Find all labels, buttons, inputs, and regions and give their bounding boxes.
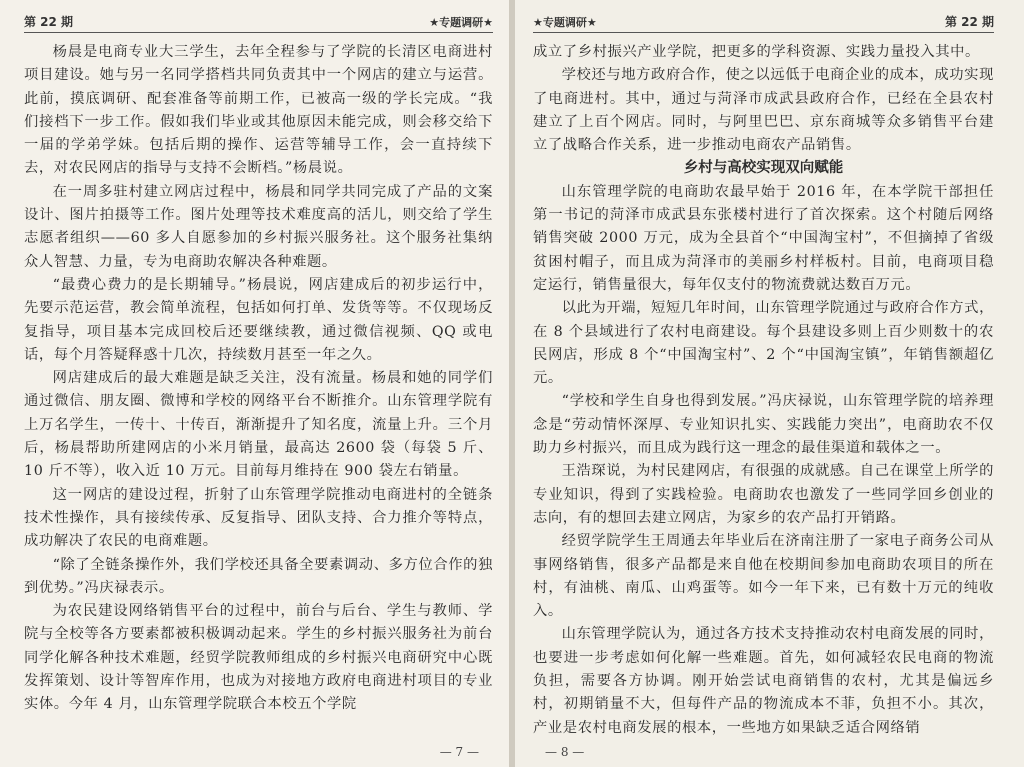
paragraph: 学校还与地方政府合作，使之以远低于电商企业的成本，成功实现了电商进村。其中，通过与菏泽市成武县政府合作，已经在全县农村建立了上百个网店。同时，与阿里巴巴、京东商城等众多销售平台建立了战略合作关系，进一步推动电商农产品销售。 xyxy=(533,67,994,154)
paragraph: 这一网店的建设过程，折射了山东管理学院推动电商进村的全链条技术性操作，具有接续传承、反复指导、团队支持、合力推介等特点，成功解决了农民的电商难题。 xyxy=(24,486,493,550)
paragraph: “最费心费力的是长期辅导。”杨晨说，网店建成后的初步运行中，先要示范运营，教会简单流程，包括如何打单、发货等等。不仅现场反复指导，项目基本完成回校后还要继续教，通过微信视频、QQ 或电话，每个月答疑释惑十几次，持续数月甚至一年之久。 xyxy=(24,276,493,363)
paragraph: 网店建成后的最大难题是缺乏关注，没有流量。杨晨和她的同学们通过微信、朋友圈、微博和学校的网络平台不断推介。山东管理学院有上万名学生，一传十、十传百，渐渐提升了知名度，流量上升。三个月后，杨晨帮助所建网店的小米月销量，最高达 2600 袋（每袋 5 斤、10 斤不等），收入近 10 万元。目前每月维持在 900 袋左右销量。 xyxy=(24,370,493,480)
paragraph: 以此为开端，短短几年时间，山东管理学院通过与政府合作方式，在 8 个县域进行了农村电商建设。每个县建设多则上百少则数十的农民网店，形成 8 个“中国淘宝村”、2 个“中国淘宝镇”，年销售额超亿元。 xyxy=(533,300,994,387)
left-page-header xyxy=(24,14,493,33)
left-page-number: — 7 — xyxy=(439,745,479,759)
right-section-title: ★专题调研★ xyxy=(533,16,597,29)
right-page-body xyxy=(533,41,994,740)
left-issue-number: 第 22 期 xyxy=(24,15,74,29)
right-page xyxy=(515,0,1024,767)
paragraph: 杨晨是电商专业大三学生，去年全程参与了学院的长清区电商进村项目建设。她与另一名同学搭档共同负责其中一个网店的建立与运营。此前，摸底调研、配套准备等前期工作，已被高一级的学长完成。“我们接档下一步工作。假如我们毕业或其他原因未能完成，则会移交给下一届的学弟学妹。包括后期的操作、运营等辅导工作，会一直持续下去，对农民网店的指导与支持不会断档。”杨晨说。 xyxy=(24,44,493,177)
paragraph: 为农民建设网络销售平台的过程中，前台与后台、学生与教师、学院与全校等各方要素都被积极调动起来。学生的乡村振兴服务社为前台同学化解各种技术难题，经贸学院教师组成的乡村振兴电商研究中心既发挥策划、设计等智库作用，也成为对接地方政府电商进村项目的专业实体。今年 4 月，山东管理学院联合本校五个学院 xyxy=(24,603,493,713)
paragraph-continued: 成立了乡村振兴产业学院，把更多的学科资源、实践力量投入其中。 xyxy=(533,44,980,60)
right-page-header xyxy=(533,14,994,33)
paragraph: 王浩琛说，为村民建网店，有很强的成就感。自己在课堂上所学的专业知识，得到了实践检验。电商助农也激发了一些同学回乡创业的志向，有的想回去建立网店，为家乡的农产品打开销路。 xyxy=(533,463,994,526)
section-subheading: 乡村与高校实现双向赋能 xyxy=(683,160,844,177)
right-issue-number: 第 22 期 xyxy=(944,15,994,29)
left-page xyxy=(0,0,509,767)
paragraph: “除了全链条操作外，我们学校还具备全要素调动、多方位合作的独到优势。”冯庆禄表示。 xyxy=(24,556,493,596)
paragraph: 在一周多驻村建立网店过程中，杨晨和同学共同完成了产品的文案设计、图片拍摄等工作。图片处理等技术难度高的活儿，则交给了学生志愿者组织——60 多人自愿参加的乡村振兴服务社。这个服务社集纳众人智慧、力量，专为电商助农解决各种难题。 xyxy=(24,183,493,270)
left-page-body xyxy=(24,41,493,717)
paragraph: 经贸学院学生王周通去年毕业后在济南注册了一家电子商务公司从事网络销售，很多产品都是来自他在校期间参加电商助农项目的所在村，有油桃、南瓜、山鸡蛋等。如今一年下来，已有数十万元的纯收入。 xyxy=(533,533,994,620)
paragraph: 山东管理学院的电商助农最早始于 2016 年，在本学院干部担任第一书记的菏泽市成武县东张楼村进行了首次探索。这个村随后网络销售突破 2000 万元，成为全县首个“中国淘宝村”，不但摘掉了省级贫困村帽子，而且成为菏泽市的美丽乡村样板村。目前，电商项目稳定运行，销售量很大，每年仅支付的物流费就达数百万元。 xyxy=(533,183,994,293)
left-section-title: ★专题调研★ xyxy=(429,16,493,29)
right-page-number: — 8 — xyxy=(545,745,585,759)
paragraph: “学校和学生自身也得到发展。”冯庆禄说，山东管理学院的培养理念是“劳动情怀深厚、专业知识扎实、实践能力突出”，电商助农不仅助力乡村振兴，而且成为践行这一理念的最佳渠道和载体之一。 xyxy=(533,393,994,457)
paragraph: 山东管理学院认为，通过各方技术支持推动农村电商发展的同时，也要进一步考虑如何化解一些难题。首先，如何减轻农民电商的物流负担，需要各方协调。刚开始尝试电商销售的农村，尤其是偏远乡村，初期销量不大，但每件产品的物流成本不菲，负担不小。其次，产业是农村电商发展的根本，一些地方如果缺乏适合网络销 xyxy=(533,626,994,736)
